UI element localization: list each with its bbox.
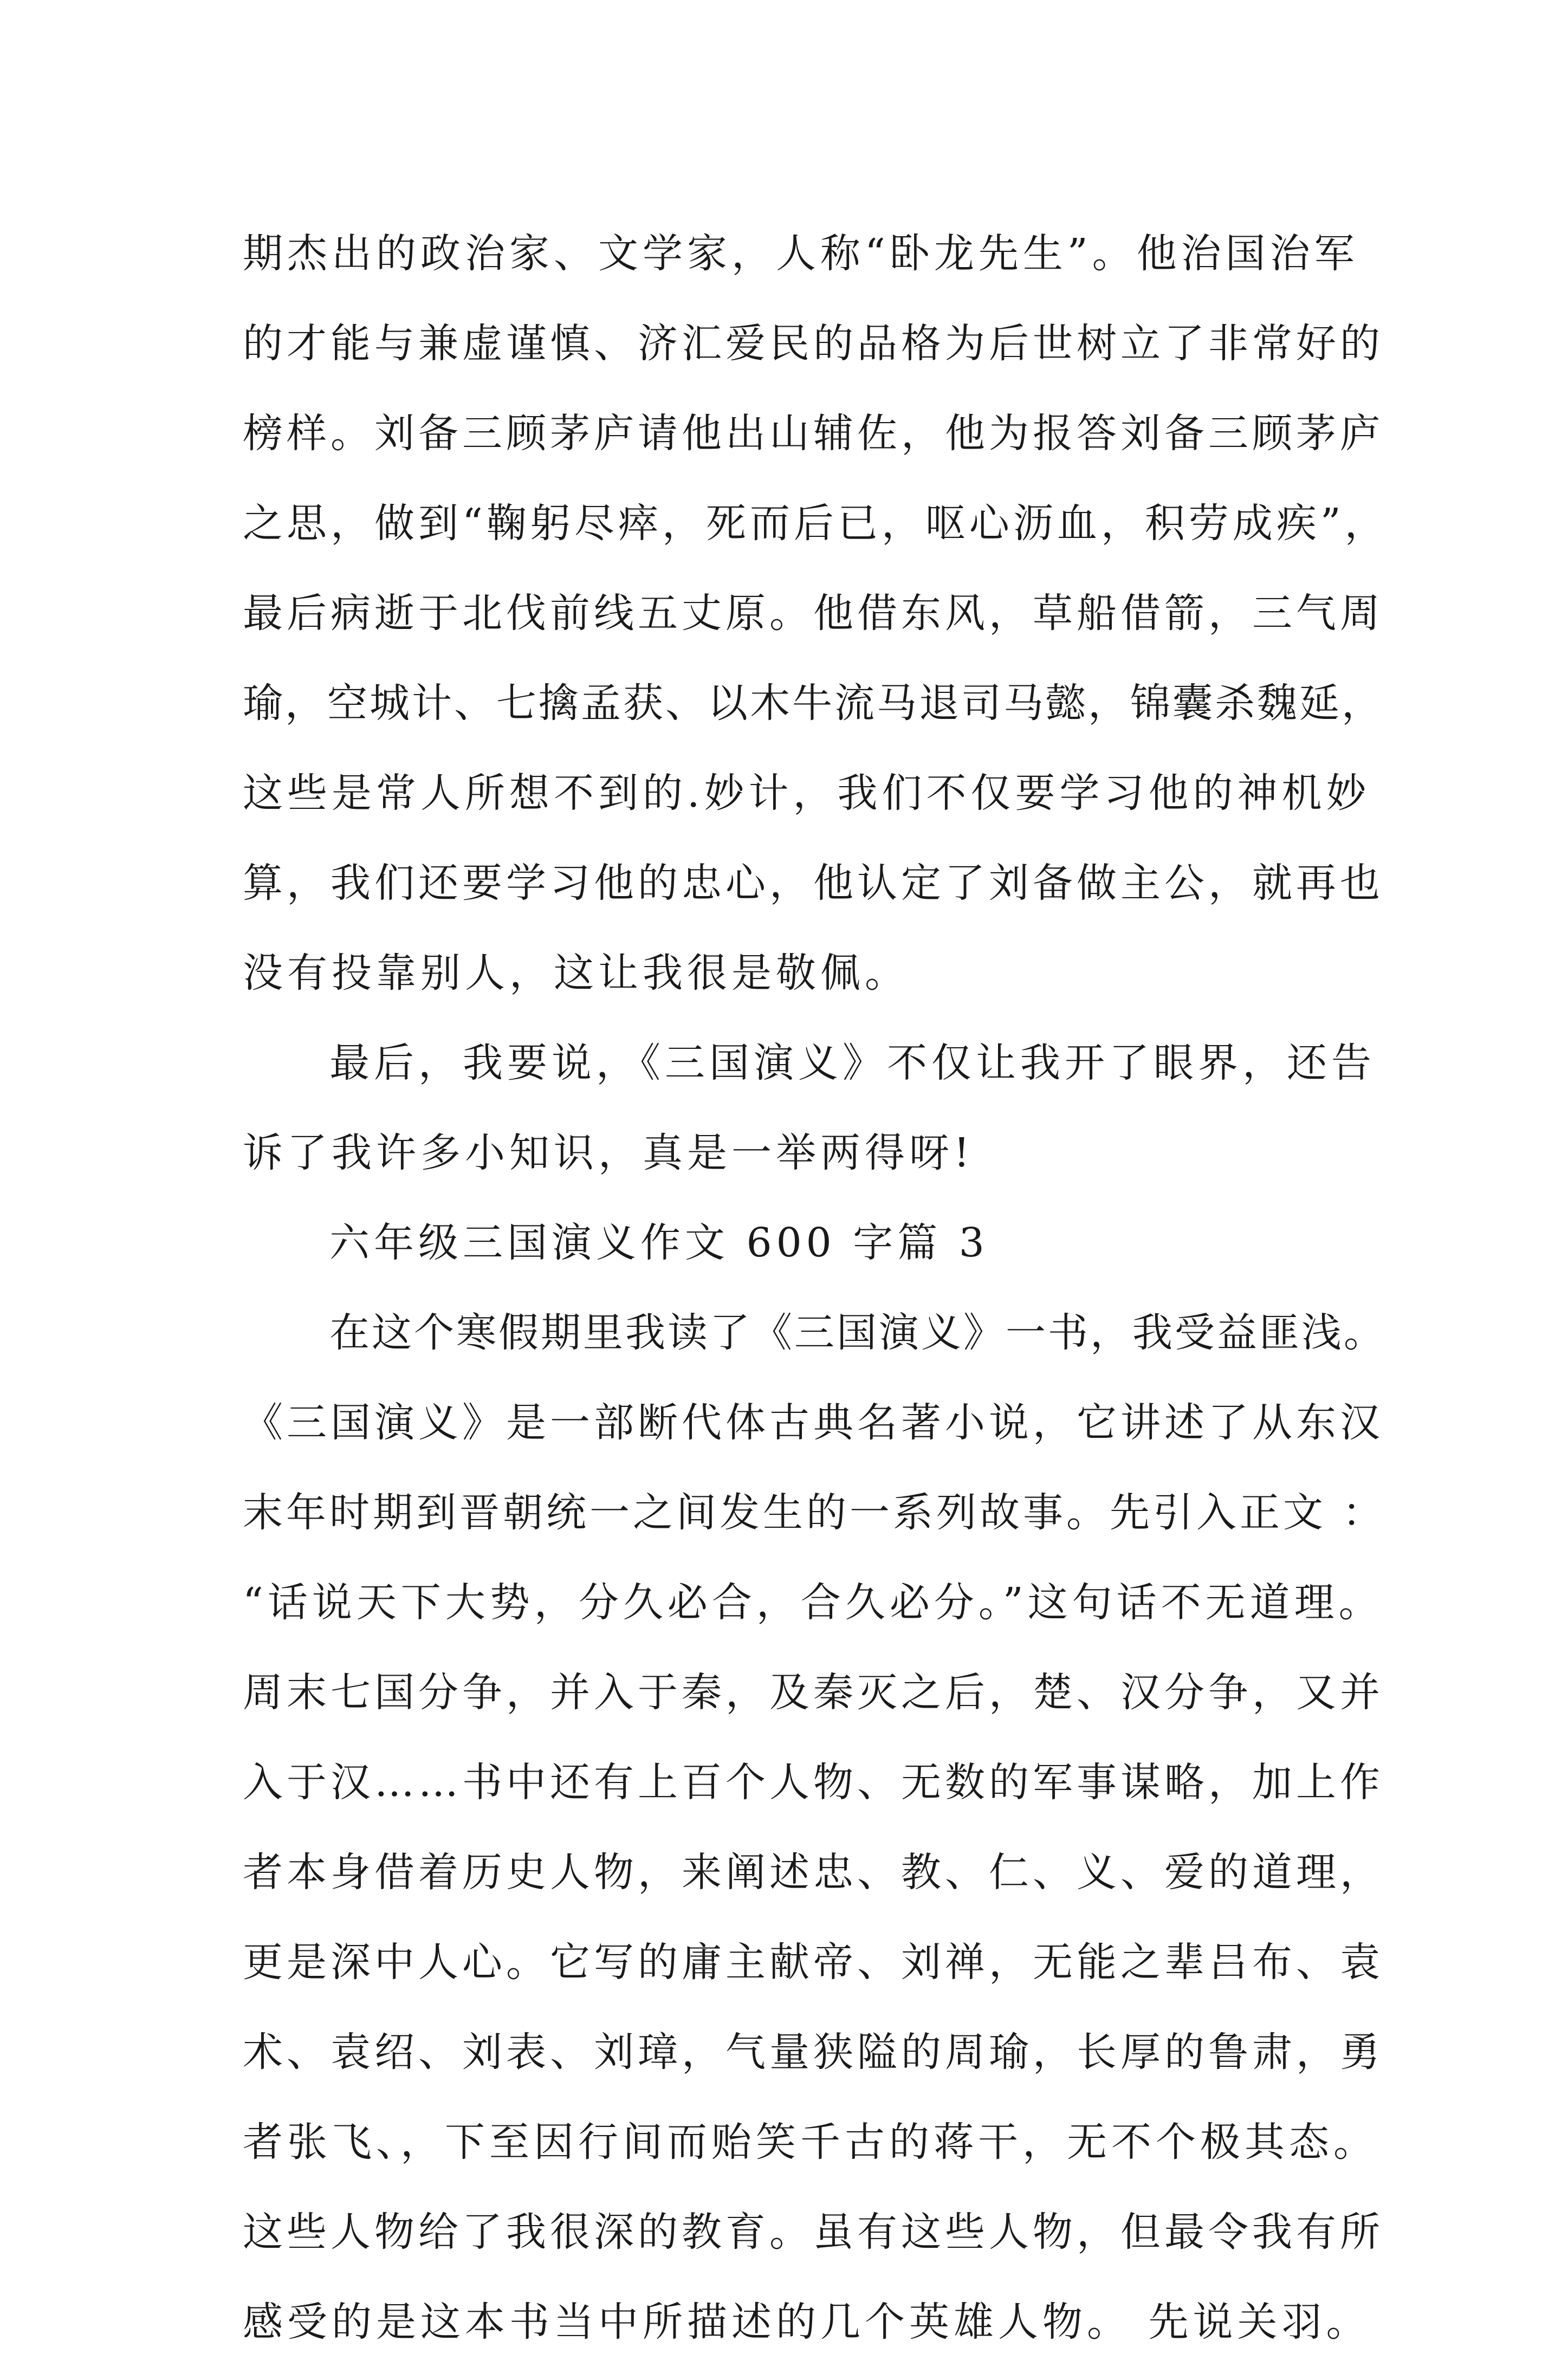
text-line: 者张飞、，下至因行间而贻笑千古的蒋干，无不个极其态。 [243,2119,1378,2165]
text-line: 这些是常人所想不到的.妙计，我们不仅要学习他的神机妙 [243,770,1371,816]
text-line: 更是深中人心。它写的庸主献帝、刘禅，无能之辈吕布、袁 [243,1939,1384,1986]
text-line: 术、袁绍、刘表、刘璋，气量狭隘的周瑜，长厚的鲁肃，勇 [243,2029,1384,2076]
text-line: 瑜，空城计、七擒孟获、以木牛流马退司马懿，锦囊杀魏延， [243,680,1384,727]
text-line: 榜样。刘备三顾茅庐请他出山辅佐，他为报答刘备三顾茅庐 [243,410,1384,457]
text-line: 者本身借着历史人物，来阐述忠、教、仁、义、爱的道理， [243,1849,1384,1896]
text-line: 入于汉……书中还有上百个人物、无数的军事谋略，加上作 [243,1759,1384,1806]
essay-body [243,209,1391,2367]
paragraph-start-line: 最后，我要说，《三国演义》不仅让我开了眼界，还告 [329,1040,1376,1086]
text-line: 周末七国分争，并入于秦，及秦灭之后，楚、汉分争，又并 [243,1669,1384,1716]
text-line: 的才能与兼虚谨慎、济汇爱民的品格为后世树立了非常好的 [243,320,1384,367]
text-line: 《三国演义》是一部断代体古典名著小说，它讲述了从东汉 [243,1399,1384,1446]
text-line: 末年时期到晋朝统一之间发生的一系列故事。先引入正文 ： [243,1489,1386,1536]
paragraph-start-line: 在这个寒假期里我读了《三国演义》一书，我受益匪浅。 [329,1309,1386,1356]
text-line: 感受的是这本书当中所描述的几个英雄人物。 先说关羽。 [243,2299,1371,2345]
text-line: 最后病逝于北伐前线五丈原。他借东风，草船借箭，三气周 [243,590,1384,637]
text-line: 这些人物给了我很深的教育。虽有这些人物，但最令我有所 [243,2209,1384,2255]
text-line: 算，我们还要学习他的忠心，他认定了刘备做主公，就再也 [243,860,1384,906]
text-line: 之思，做到“鞠躬尽瘁，死而后已，呕心沥血，积劳成疾”， [243,500,1389,547]
text-line: 诉了我许多小知识，真是一举两得呀! [243,1130,974,1176]
text-line: 期杰出的政治家、文学家，人称“卧龙先生”。他治国治军 [243,230,1359,277]
text-line: “话说天下大势，分久必合，合久必分。”这句话不无道理。 [243,1579,1383,1626]
text-line: 没有投靠别人，这让我很是敬佩。 [243,950,909,996]
section-heading: 六年级三国演义作文 600 字篇 3 [329,1220,989,1266]
